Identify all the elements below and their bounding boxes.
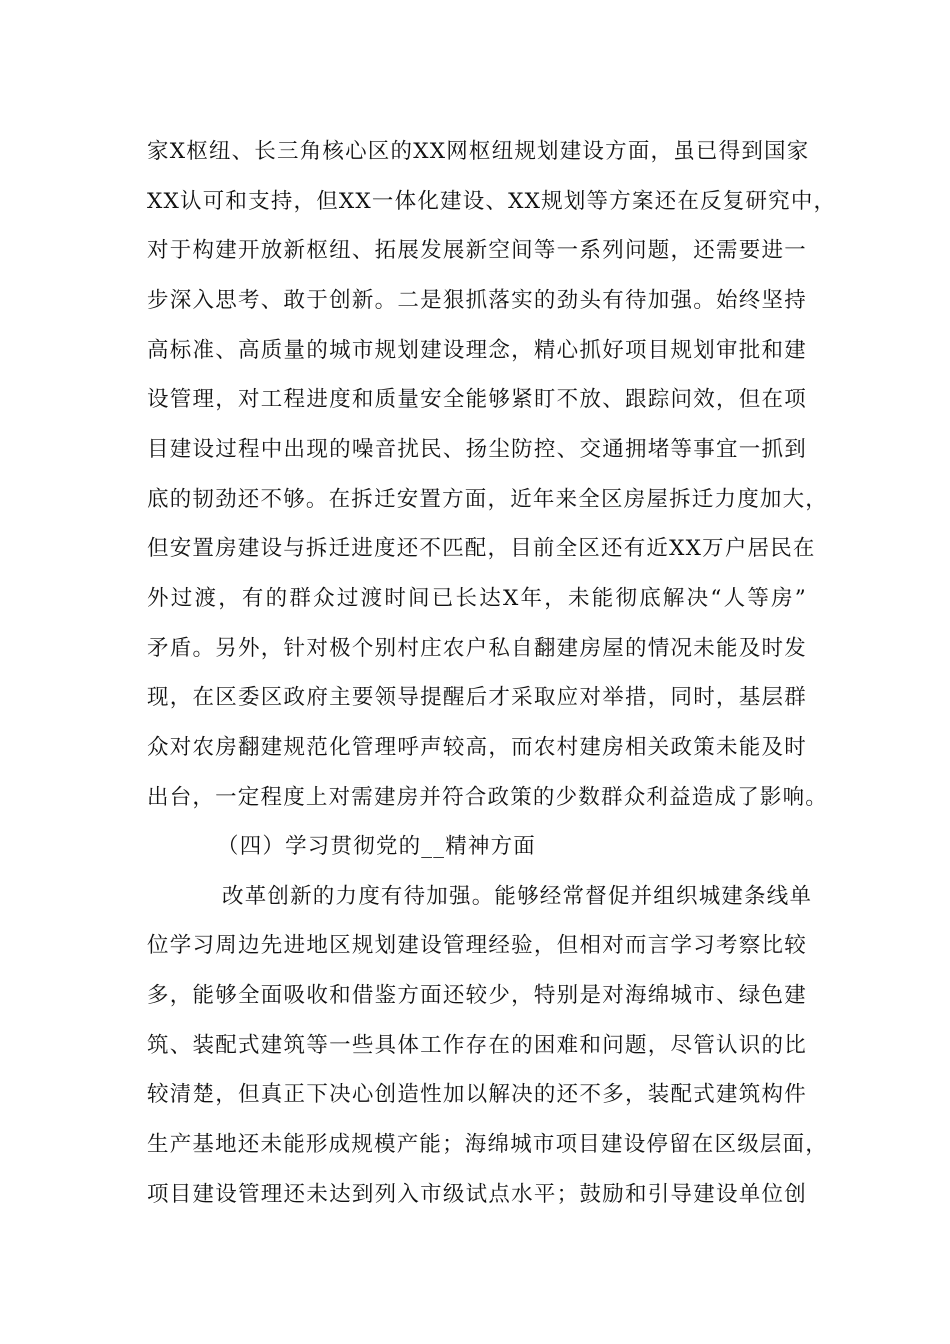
paragraph-line: 外过渡，有的群众过渡时间已长达X年，未能彻底解决“人等房” [147, 586, 807, 611]
paragraph-line: 项目建设管理还未达到列入市级试点水平；鼓励和引导建设单位创 [147, 1182, 807, 1207]
section-heading: （四）学习贯彻党的__精神方面 [217, 834, 537, 859]
paragraph-line: 但安置房建设与拆迁进度还不匹配，目前全区还有近XX万户居民在 [147, 536, 816, 561]
paragraph-line: 底的韧劲还不够。在拆迁安置方面，近年来全区房屋拆迁力度加大， [147, 487, 829, 512]
paragraph-line: 家X枢纽、长三角核心区的XX网枢纽规划建设方面，虽已得到国家 [147, 139, 810, 164]
paragraph-line: XX认可和支持，但XX一体化建设、XX规划等方案还在反复研究中， [147, 189, 837, 214]
paragraph-line: 对于构建开放新枢纽、拓展发展新空间等一系列问题，还需要进一 [147, 238, 807, 263]
paragraph-line: 筑、装配式建筑等一些具体工作存在的困难和问题，尽管认识的比 [147, 1033, 807, 1058]
paragraph-line: 步深入思考、敢于创新。二是狠抓落实的劲头有待加强。始终坚持 [147, 288, 807, 313]
paragraph-line: 生产基地还未能形成规模产能；海绵城市项目建设停留在区级层面， [147, 1132, 829, 1157]
paragraph-line: 位学习周边先进地区规划建设管理经验，但相对而言学习考察比较 [147, 933, 807, 958]
paragraph-line: 多，能够全面吸收和借鉴方面还较少，特别是对海绵城市、绿色建 [147, 983, 807, 1008]
paragraph-line: 设管理，对工程进度和质量安全能够紧盯不放、跟踪问效，但在项 [147, 387, 807, 412]
paragraph-line: 现，在区委区政府主要领导提醒后才采取应对举措，同时，基层群 [147, 685, 807, 710]
paragraph-line: 高标准、高质量的城市规划建设理念，精心抓好项目规划审批和建 [147, 338, 807, 363]
paragraph-line: 众对农房翻建规范化管理呼声较高，而农村建房相关政策未能及时 [147, 735, 807, 760]
paragraph-line: 改革创新的力度有待加强。能够经常督促并组织城建条线单 [222, 884, 813, 909]
paragraph-line: 目建设过程中出现的噪音扰民、扬尘防控、交通拥堵等事宜一抓到 [147, 437, 807, 462]
paragraph-line: 矛盾。另外，针对极个别村庄农户私自翻建房屋的情况未能及时发 [147, 636, 807, 661]
paragraph-line: 出台，一定程度上对需建房并符合政策的少数群众利益造成了影响。 [147, 785, 829, 810]
paragraph-line: 较清楚，但真正下决心创造性加以解决的还不多，装配式建筑构件 [147, 1082, 807, 1107]
